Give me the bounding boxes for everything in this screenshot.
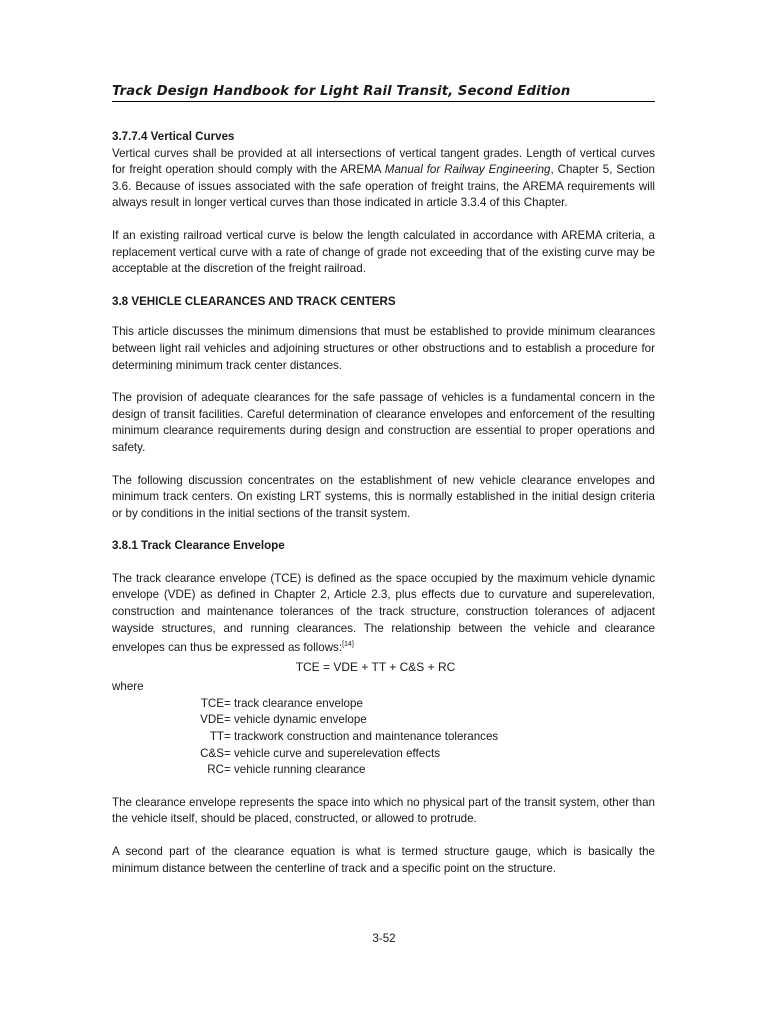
section-heading-3-8-1: 3.8.1 Track Clearance Envelope xyxy=(112,539,285,553)
paragraph: A second part of the clearance equation is what is termed structure gauge, which is basically the minimum distance between the centerline of track and a specific point on the structure. xyxy=(112,845,655,875)
section-heading-3-7-7-4: 3.7.7.4 Vertical Curves xyxy=(112,130,235,143)
paragraph xyxy=(112,146,655,212)
text-run: The track clearance envelope (TCE) is defined as the space occupied by the maximum vehicle dynamic envelope (VDE) as defined in Chapter 2, Article 2.3, plus effects due to curvature and superelevation, construction and maintenance tolerances of the track structure, construction tolerances of adjacent wayside structures, and running clearances. The relationship between the vehicle and clearance envelopes can thus be expressed as follows: xyxy=(112,571,655,655)
page-number: 3-52 xyxy=(372,932,396,945)
definition-symbol: TT xyxy=(209,730,224,744)
definition-symbol: C&S xyxy=(200,746,224,760)
definition-symbol: TCE xyxy=(200,696,224,710)
definition-text: = vehicle running clearance xyxy=(224,763,366,777)
section-heading-3-8: 3.8 VEHICLE CLEARANCES AND TRACK CENTERS xyxy=(112,294,396,308)
definition-item xyxy=(112,729,655,746)
text-run: Vertical curves shall be provided at all intersections of vertical tangent grades. Length of vertical curves for freight operation should comply with the AREMA xyxy=(112,146,655,177)
where-label: where xyxy=(112,680,144,694)
paragraph: If an existing railroad vertical curve is below the length calculated in accordance with AREMA criteria, a replacement vertical curve with a rate of change of grade not exceeding that of the existing curve may be acceptable at the discretion of the freight railroad. xyxy=(112,228,655,276)
paragraph: The clearance envelope represents the space into which no physical part of the transit system, other than the vehicle itself, should be placed, constructed, or allowed to protrude. xyxy=(112,795,655,826)
definition-item xyxy=(112,696,655,713)
definition-text: = track clearance envelope xyxy=(224,696,363,710)
definition-list xyxy=(112,696,655,779)
definition-symbol: VDE xyxy=(200,713,224,727)
paragraph: The provision of adequate clearances for the safe passage of vehicles is a fundamental concern in the design of transit facilities. Careful determination of clearance envelopes and enforcement of the resulting minimum clearance requirements during design and construction are essential to proper operations and safety. xyxy=(112,391,655,454)
definition-symbol: RC xyxy=(207,763,224,777)
text-run: , Chapter 5, Section 3.6. Because of issues associated with the safe operation of freight trains, the AREMA requirements will always result in longer vertical curves than those indicated in article 3.3.4 of this Chapter. xyxy=(112,163,655,210)
definition-text: = vehicle dynamic envelope xyxy=(224,713,367,727)
page-body xyxy=(112,129,655,877)
paragraph: This article discusses the minimum dimensions that must be established to provide minimum clearances between light rail vehicles and adjoining structures or other obstructions and to establish a procedure for determining minimum track center distances. xyxy=(112,325,655,372)
definition-text: = vehicle curve and superelevation effects xyxy=(224,746,441,760)
definition-item xyxy=(112,746,655,763)
running-header: Track Design Handbook for Light Rail Transit, Second Edition xyxy=(112,84,655,102)
paragraph: The following discussion concentrates on the establishment of new vehicle clearance envelopes and minimum track centers. On existing LRT systems, this is normally established in the initial design criteria or by conditions in the initial sections of the transit system. xyxy=(112,473,655,520)
definition-text: = trackwork construction and maintenance tolerances xyxy=(224,730,499,744)
definition-item xyxy=(112,712,655,729)
paragraph xyxy=(112,571,655,657)
reference-marker: [14] xyxy=(342,641,354,649)
definition-item xyxy=(112,762,655,779)
manual-title: Manual for Railway Engineering xyxy=(384,163,551,177)
clearance-formula: TCE = VDE + TT + C&S + RC xyxy=(295,659,456,674)
